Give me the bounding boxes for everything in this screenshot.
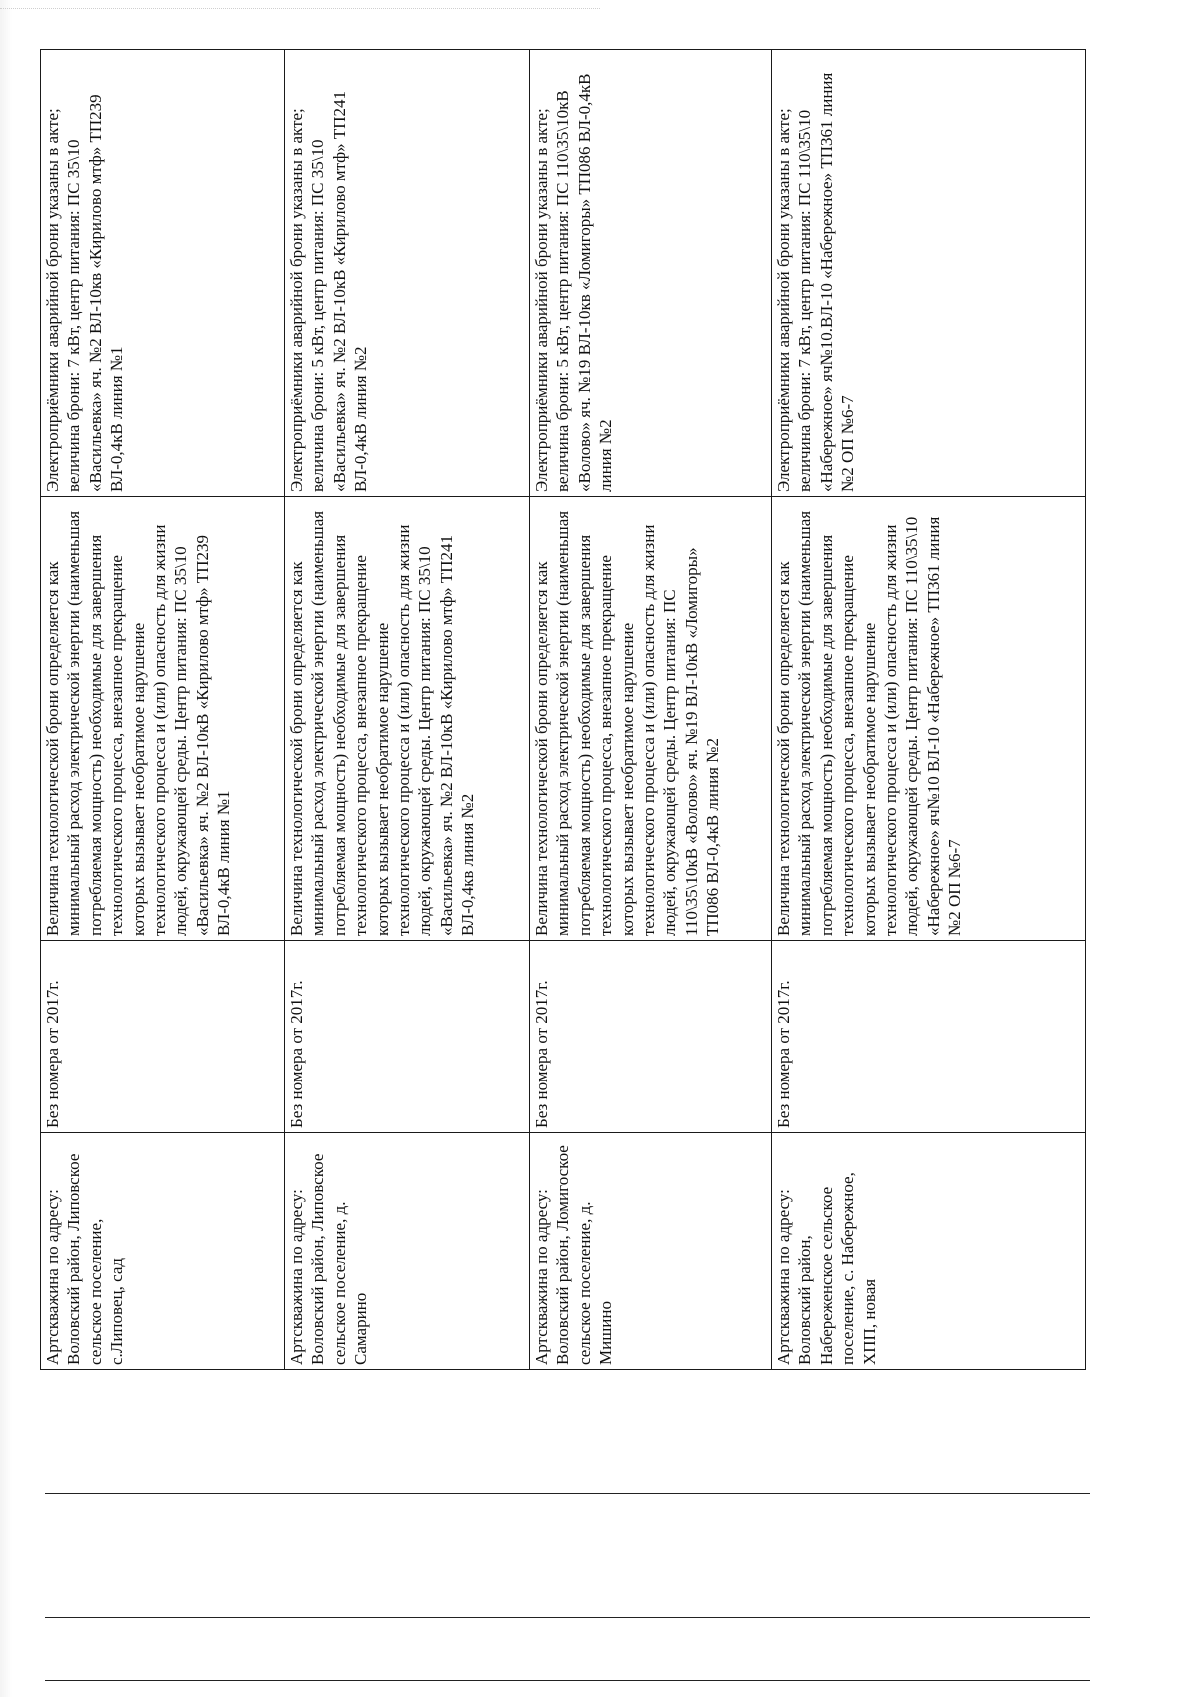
scan-edge-shadow (0, 0, 12, 1697)
tech-reserve-cell: Величина технологической брони определяется как минимальный расход электрической энергии (наименьшая потребляемая мощность) необходимые для завершения технологического процесса, внезапное прекращение которых вызывает необратимое нарушение технологического процесса и (или) опасность для жизни людей, окружающей среды. Центр питания: ПС 35\10 «Васильевка» яч. №2 ВЛ-10кВ «Кирилово мтф» ТП239 ВЛ-0,4кВ линия №1 (41, 497, 285, 941)
reserve-table (40, 49, 1086, 1370)
tech-reserve-cell: Величина технологической брони определяется как минимальный расход электрической энергии (наименьшая потребляемая мощность) необходимые для завершения технологического процесса, внезапное прекращение которых вызывает необратимое нарушение технологического процесса и (или) опасность для жизни людей, окружающей среды. Центр питания: ПС 110\35\10кВ «Волово» яч. №19 ВЛ-10кВ «Ломигоры» ТП086 ВЛ-0,4кВ линия №2 (530, 497, 772, 941)
object-address-cell: Артскважина по адресу: Воловский район, Липовское сельское поселение, с.Липовец, сад (41, 1133, 285, 1370)
act-number-cell: Без номера от 2017г. (41, 941, 285, 1133)
scan-artifact-line (0, 8, 600, 10)
act-number-cell: Без номера от 2017г. (530, 941, 772, 1133)
horizontal-rule (45, 1680, 1090, 1681)
table-row (772, 50, 1086, 1370)
horizontal-rule (45, 1617, 1090, 1618)
emergency-reserve-cell: Электроприёмники аварийной брони указаны в акте; величина брони: 5 кВт, центр питания: ПС 35\10 «Васильевка» яч. №2 ВЛ-10кВ «Кирилово мтф» ТП241 ВЛ-0,4кВ линия №2 (285, 50, 530, 497)
act-number-cell: Без номера от 2017г. (772, 941, 1086, 1133)
emergency-reserve-cell: Электроприёмники аварийной брони указаны в акте; величина брони: 7 кВт, центр питания: ПС 35\10 «Васильевка» яч. №2 ВЛ-10кв «Кирилово мтф» ТП239 ВЛ-0,4кВ линия №1 (41, 50, 285, 497)
object-address-cell: Артскважина по адресу: Воловский район, Ломигоское сельское поселение, д. Мишино (530, 1133, 772, 1370)
object-address-cell: Артскважина по адресу: Воловский район, Набереженское сельское поселение, с. Набережное, ХПП, новая (772, 1133, 1086, 1370)
act-number-cell: Без номера от 2017г. (285, 941, 530, 1133)
tech-reserve-cell: Величина технологической брони определяется как минимальный расход электрической энергии (наименьшая потребляемая мощность) необходимые для завершения технологического процесса, внезапное прекращение которых вызывает необратимое нарушение технологического процесса и (или) опасность для жизни людей, окружающей среды. Центр питания: ПС 110\35\10 «Набережное» яч№10 ВЛ-10 «Набережное» ТП361 линия №2 ОП №6-7 (772, 497, 1086, 941)
emergency-reserve-cell: Электроприёмники аварийной брони указаны в акте; величина брони: 5 кВт, центр питания: ПС 110\35\10кВ «Волово» яч. №19 ВЛ-10кв «Ломигоры» ТП086 ВЛ-0,4кВ линия №2 (530, 50, 772, 497)
horizontal-rule (45, 1493, 1090, 1494)
table-row (41, 50, 285, 1370)
object-address-cell: Артскважина по адресу: Воловский район, Липовское сельское поселение, д. Самарино (285, 1133, 530, 1370)
table-row (285, 50, 530, 1370)
rotated-table-container (40, 50, 1085, 1370)
table-row (530, 50, 772, 1370)
emergency-reserve-cell: Электроприёмники аварийной брони указаны в акте; величина брони: 7 кВт, центр питания: ПС 110\35\10 «Набережное» яч№10.ВЛ-10 «Набережное» ТП361 линия №2 ОП №6-7 (772, 50, 1086, 497)
tech-reserve-cell: Величина технологической брони определяется как минимальный расход электрической энергии (наименьшая потребляемая мощность) необходимые для завершения технологического процесса, внезапное прекращение которых вызывает необратимое нарушение технологического процесса и (или) опасность для жизни людей, окружающей среды. Центр питания: ПС 35\10 «Васильевка» яч. №2 ВЛ-10кВ «Кирилово мтф» ТП241 ВЛ-0,4кв линия №2 (285, 497, 530, 941)
